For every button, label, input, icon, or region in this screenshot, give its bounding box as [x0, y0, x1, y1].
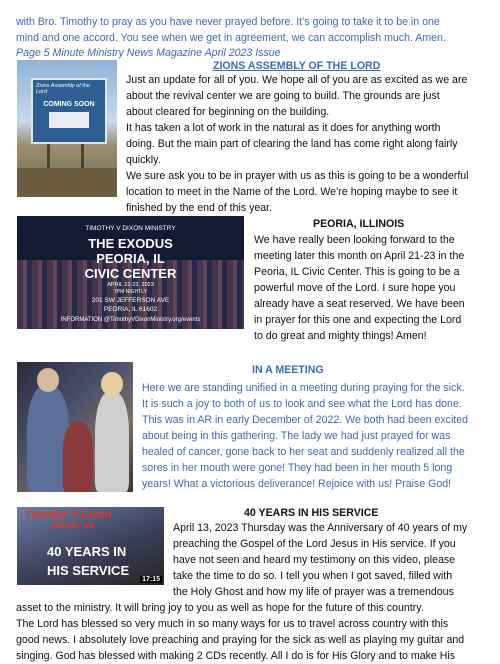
- zions-line: about the revival center we are going to build. The grounds are just: [126, 90, 440, 102]
- ground: [17, 168, 117, 197]
- meeting-line: Here we are standing unified in a meeting during praying for the sick.: [142, 382, 465, 394]
- issue-source: Page 5 Minute Ministry News Magazine April 2023 Issue: [16, 47, 281, 59]
- woman-figure: [95, 392, 129, 492]
- flyer-address-2: PEORIA, IL 61602: [103, 306, 158, 313]
- peoria-line: in prayer for this one and expecting the Lord: [254, 314, 462, 326]
- forty-full-line: The Lord has blessed so very much in so many ways for us to travel across country with this: [16, 618, 449, 630]
- zions-line: location to meet in the Name of the Lord. We’re hoping maybe to see it: [126, 186, 458, 198]
- thumb-brand: Timothy V Dixon: [25, 509, 112, 521]
- intro-line-2: mind and one accord. You see when we get in agreement, we can accomplish much. Amen.: [16, 32, 446, 44]
- forty-line: April 13, 2023 Thursday was the Anniversary of 40 years of my: [173, 522, 468, 534]
- forty-line: the Holy Ghost and how my life of prayer was a tremendous: [173, 586, 454, 598]
- zions-line: quickly.: [126, 154, 161, 166]
- video-duration: 17:15: [142, 576, 160, 583]
- meeting-line: sores in her mouth were gone! They had been in her mouth 5 long: [142, 462, 453, 474]
- forty-years-video-thumbnail[interactable]: [17, 507, 164, 585]
- peoria-line: We have really been looking forward to the: [254, 234, 455, 246]
- flyer-info: INFORMATION @TimothyVDixonMinistry.org/events: [60, 317, 201, 323]
- meeting-line: years! What a victorious deliverance! Rejoice with us! Praise God!: [142, 478, 452, 490]
- forty-line: have not seen and heard my testimony on this video, please: [173, 554, 456, 566]
- peoria-line: already have a seat reserved. We have been: [254, 298, 465, 310]
- meeting-line: It is such a joy to both of us to look and see what the Lord has done.: [142, 398, 462, 410]
- sign-top-text: Zions Assembly of the Lord: [36, 83, 90, 95]
- forty-line: preaching the Gospel of the Lord Jesus in His service. If you: [173, 538, 456, 550]
- forty-heading: 40 YEARS IN HIS SERVICE: [244, 507, 379, 519]
- peoria-line: to do great and mighty things! Amen!: [254, 330, 427, 342]
- meeting-heading: IN A MEETING: [252, 364, 324, 376]
- thumb-brand-2: Ministry Inc: [51, 521, 96, 530]
- zions-heading: ZIONS ASSEMBLY OF THE LORD: [213, 60, 381, 72]
- flyer-address-1: 201 SW JEFFERSON AVE: [91, 297, 170, 304]
- sign-church-drawing: [49, 112, 89, 128]
- coming-soon-sign: [31, 78, 107, 144]
- meeting-photo: [17, 362, 133, 492]
- flyer-title-3: CIVIC CENTER: [84, 266, 177, 281]
- meeting-line: healed of cancer, gone back to her seat and suddenly realized all the: [142, 446, 465, 458]
- peoria-heading: PEORIA, ILLINOIS: [313, 218, 405, 230]
- peoria-line: meeting later this month on April 21-23 in the: [254, 250, 465, 262]
- civic-center-flyer: [17, 216, 244, 329]
- thumb-title-2: HIS SERVICE: [47, 563, 130, 578]
- forty-full-line: good news. I absolutely love preaching and praying for the sick as well as playing my guitar and: [16, 634, 465, 646]
- man-head: [37, 368, 59, 392]
- lady-figure: [63, 422, 93, 492]
- flyer-ministry: TIMOTHY V DIXON MINISTRY: [85, 225, 176, 232]
- forty-full-line: singing. God has blessed with making 2 CDs recently. All I do is for His Glory and to make His: [16, 650, 456, 662]
- flyer-title-2: PEORIA, IL: [96, 251, 165, 266]
- forty-full-line: asset to the ministry. It will bring joy to you as well as hope for the future of this country.: [16, 602, 424, 614]
- flyer-nightly: 7PM NIGHTLY: [114, 289, 147, 295]
- zions-line: doing. But the main part of clearing the land has come right along fairly: [126, 138, 458, 150]
- peoria-line: powerful move of the Lord. I sure hope you: [254, 282, 456, 294]
- meeting-line: about being in this gathering. The lady we had just prayed for was: [142, 430, 451, 442]
- flyer-dates: APRIL 21-23, 2023: [107, 282, 154, 288]
- intro-line-1: with Bro. Timothy to pray as you have never prayed before. It’s going to take it to be in one: [16, 16, 440, 28]
- flyer-title-1: THE EXODUS: [88, 236, 173, 251]
- zions-line: We sure ask you to be in prayer with us as this is going to be a wonderful: [126, 170, 469, 182]
- zions-line: about cleared for beginning on the building.: [126, 106, 330, 118]
- zions-sign-photo: [17, 60, 117, 197]
- woman-head: [101, 372, 123, 396]
- peoria-line: Peoria, IL Civic Center. This is going to be a: [254, 266, 460, 278]
- sign-main-text: COMING SOON: [43, 101, 95, 108]
- forty-line: take the time to do so. I tell you when I got saved, filled with: [173, 570, 453, 582]
- zions-line: It has taken a lot of work in the natural as it does for anything worth: [126, 122, 441, 134]
- thumb-title-1: 40 YEARS IN: [47, 544, 127, 559]
- zions-line: Just an update for all of you. We hope all of you are as excited as we are: [126, 74, 468, 86]
- zions-line: finished by the end of this year.: [126, 202, 273, 214]
- meeting-line: This was in AR in early December of 2022. We both had been excited: [142, 414, 469, 426]
